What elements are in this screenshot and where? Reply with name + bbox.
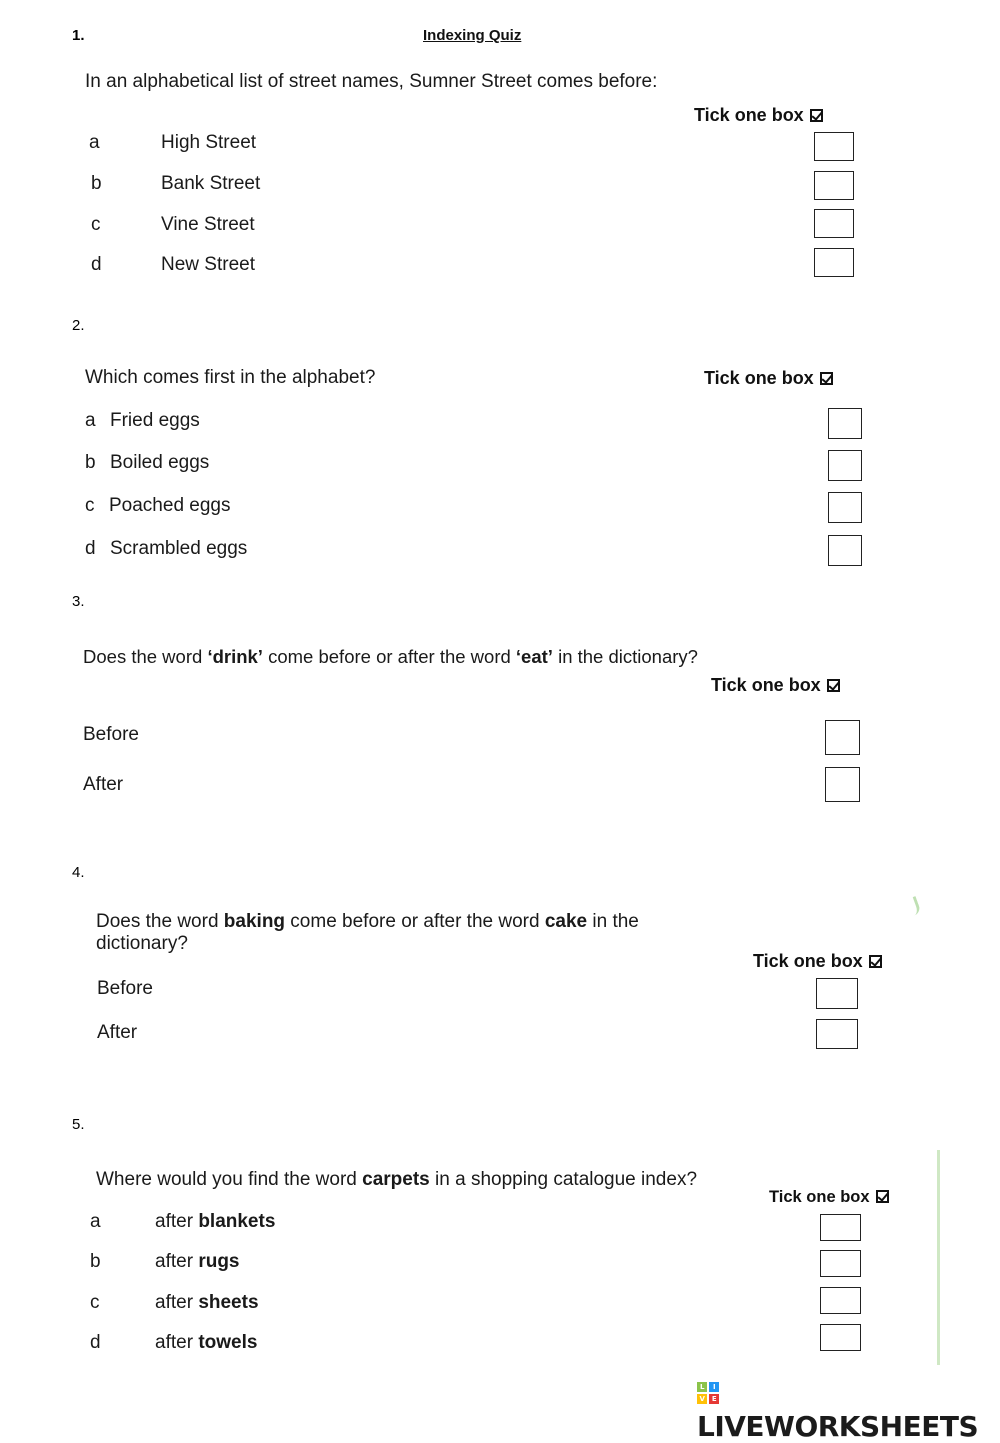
q2-number: 2.	[72, 317, 85, 334]
checkbox-icon	[827, 679, 840, 692]
q2-option-letter: a	[85, 410, 96, 431]
q3-question: Does the word ‘drink’ come before or after the word ‘eat’ in the dictionary?	[83, 646, 698, 667]
q5-question: Where would you find the word carpets in a shopping catalogue index?	[96, 1169, 698, 1190]
q1-option-letter: a	[89, 132, 100, 153]
q2-option-text: Poached eggs	[109, 495, 231, 516]
q2-option-letter: c	[85, 495, 95, 516]
q4-answer-box-before[interactable]	[816, 978, 858, 1009]
q5-option-letter: d	[90, 1332, 101, 1353]
decorative-line	[937, 1150, 940, 1365]
q1-tick-label: Tick one box	[694, 105, 823, 126]
q1-option-text: Vine Street	[161, 214, 255, 235]
q3-answer-box-before[interactable]	[825, 720, 860, 755]
q5-option-text: after sheets	[155, 1292, 259, 1313]
q5-answer-box-a[interactable]	[820, 1214, 861, 1241]
q1-option-text: New Street	[161, 254, 255, 275]
q5-number: 5.	[72, 1116, 85, 1133]
q1-answer-box-b[interactable]	[814, 171, 854, 200]
checkbox-icon	[820, 372, 833, 385]
q2-option-letter: b	[85, 452, 96, 473]
checkbox-icon	[876, 1190, 889, 1203]
q1-answer-box-a[interactable]	[814, 132, 854, 161]
q3-option-text: After	[83, 774, 124, 795]
q3-tick-label: Tick one box	[711, 675, 840, 696]
q5-tick-label: Tick one box	[769, 1188, 889, 1207]
q2-option-text: Boiled eggs	[110, 452, 210, 473]
q2-question: Which comes first in the alphabet?	[85, 367, 376, 388]
logo-grid-icon: L I V E	[697, 1382, 721, 1406]
q5-option-text: after towels	[155, 1332, 258, 1353]
decorative-mark	[901, 896, 921, 918]
q1-option-letter: c	[91, 214, 101, 235]
q4-number: 4.	[72, 864, 85, 881]
q3-number: 3.	[72, 593, 85, 610]
q5-option-text: after rugs	[155, 1251, 240, 1272]
q2-answer-box-c[interactable]	[828, 492, 862, 523]
q2-option-text: Scrambled eggs	[110, 538, 248, 559]
q4-question: Does the word baking come before or after the word cake in the	[96, 911, 639, 932]
q5-option-letter: a	[90, 1211, 101, 1232]
q5-answer-box-c[interactable]	[820, 1287, 861, 1314]
q1-option-letter: d	[91, 254, 102, 275]
liveworksheets-logo	[697, 1377, 1000, 1443]
q4-option-text: Before	[97, 978, 153, 999]
q2-answer-box-b[interactable]	[828, 450, 862, 481]
q3-option-text: Before	[83, 724, 139, 745]
q1-answer-box-d[interactable]	[814, 248, 854, 277]
q4-option-text: After	[97, 1022, 138, 1043]
q2-tick-label: Tick one box	[704, 368, 833, 389]
q4-question-line2: dictionary?	[96, 933, 188, 954]
q2-answer-box-d[interactable]	[828, 535, 862, 566]
q2-option-letter: d	[85, 538, 96, 559]
q5-answer-box-d[interactable]	[820, 1324, 861, 1351]
q4-answer-box-after[interactable]	[816, 1019, 858, 1049]
page-title: Indexing Quiz	[423, 27, 522, 44]
q1-option-text: Bank Street	[161, 173, 261, 194]
q2-option-text: Fried eggs	[110, 410, 200, 431]
q1-option-text: High Street	[161, 132, 257, 153]
q5-option-letter: c	[90, 1292, 100, 1313]
q1-option-letter: b	[91, 173, 102, 194]
checkbox-icon	[869, 955, 882, 968]
q1-question: In an alphabetical list of street names, Sumner Street comes before:	[85, 71, 658, 92]
q5-answer-box-b[interactable]	[820, 1250, 861, 1277]
checkbox-icon	[810, 109, 823, 122]
q5-option-letter: b	[90, 1251, 101, 1272]
q1-number: 1.	[72, 27, 85, 44]
q2-answer-box-a[interactable]	[828, 408, 862, 439]
q4-tick-label: Tick one box	[753, 951, 882, 972]
q3-answer-box-after[interactable]	[825, 767, 860, 802]
logo-text: LIVEWORKSHEETS	[697, 1410, 979, 1443]
q5-option-text: after blankets	[155, 1211, 276, 1232]
q1-answer-box-c[interactable]	[814, 209, 854, 238]
